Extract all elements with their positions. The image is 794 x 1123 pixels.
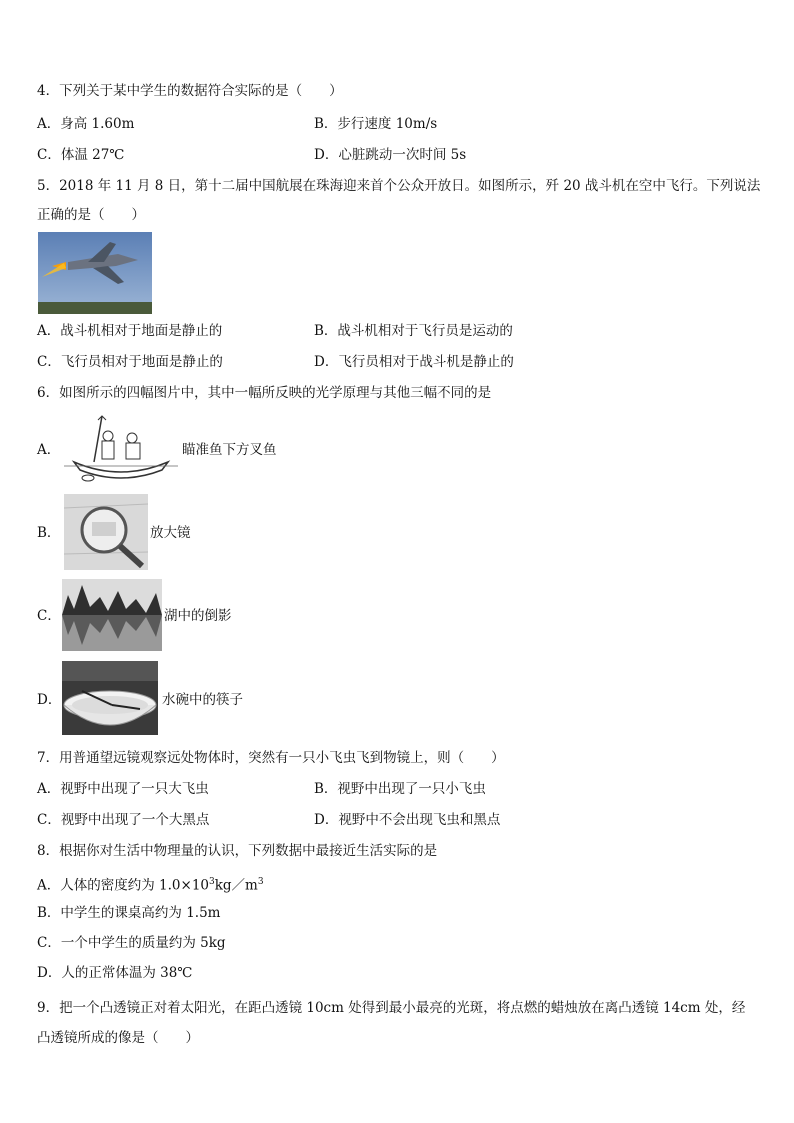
magnifier-image bbox=[64, 494, 148, 570]
q4-stem: 4．下列关于某中学生的数据符合实际的是（ ） bbox=[37, 83, 343, 99]
q5-stem-line1: 5．2018 年 11 月 8 日，第十二届中国航展在珠海迎来首个公众开放日。如图所示，歼 20 战斗机在空中飞行。下列说法 bbox=[37, 178, 761, 194]
q6-option-d-letter: D． bbox=[37, 692, 62, 708]
q7-option-a: A．视野中出现了一只大飞虫 bbox=[37, 781, 209, 797]
q8-option-a-unit-exponent: 3 bbox=[257, 877, 264, 887]
q7-option-c: C．视野中出现了一个大黑点 bbox=[37, 812, 210, 828]
fighter-jet-image bbox=[38, 232, 152, 314]
q8-option-b: B．中学生的课桌高约为 1.5m bbox=[37, 905, 221, 921]
q6-stem: 6．如图所示的四幅图片中，其中一幅所反映的光学原理与其他三幅不同的是 bbox=[37, 385, 492, 401]
q5-option-c: C．飞行员相对于地面是静止的 bbox=[37, 354, 223, 370]
q5-stem-line2: 正确的是（ ） bbox=[37, 207, 145, 223]
q8-option-a-text: A．人体的密度约为 1.0×10 bbox=[37, 877, 209, 894]
q6-option-b-letter: B． bbox=[37, 525, 61, 541]
q6-option-c-caption: 湖中的倒影 bbox=[164, 608, 232, 624]
q4-option-d: D．心脏跳动一次时间 5s bbox=[314, 147, 467, 163]
q5-option-b: B．战斗机相对于飞行员是运动的 bbox=[314, 323, 513, 339]
q9-stem-line2: 凸透镜所成的像是（ ） bbox=[37, 1030, 199, 1046]
q8-option-a-exponent: 3 bbox=[209, 877, 215, 887]
q5-option-d: D．飞行员相对于战斗机是静止的 bbox=[314, 354, 514, 370]
q7-option-d: D．视野中不会出现飞虫和黑点 bbox=[314, 812, 501, 828]
q6-option-a-letter: A． bbox=[37, 442, 61, 458]
fishing-spear-image bbox=[64, 414, 178, 486]
q8-stem: 8．根据你对生活中物理量的认识，下列数据中最接近生活实际的是 bbox=[37, 843, 438, 859]
chopsticks-bowl-image bbox=[62, 661, 158, 735]
q7-option-b: B．视野中出现了一只小飞虫 bbox=[314, 781, 486, 797]
q8-option-d: D．人的正常体温为 38℃ bbox=[37, 965, 193, 981]
q7-stem: 7．用普通望远镜观察远处物体时，突然有一只小飞虫飞到物镜上，则（ ） bbox=[37, 750, 505, 766]
q6-option-c-letter: C． bbox=[37, 608, 61, 624]
q8-option-a-unit: kg／m bbox=[214, 877, 258, 894]
q6-option-a-caption: 瞄准鱼下方叉鱼 bbox=[182, 442, 277, 458]
q4-option-b: B．步行速度 10m/s bbox=[314, 116, 438, 132]
q8-option-c: C．一个中学生的质量约为 5kg bbox=[37, 935, 226, 951]
q8-option-a bbox=[37, 873, 264, 895]
q9-stem-line1: 9．把一个凸透镜正对着太阳光，在距凸透镜 10cm 处得到最小最亮的光斑，将点燃的蜡烛放在离凸透镜 14cm 处，经 bbox=[37, 1000, 746, 1016]
q6-option-d-caption: 水碗中的筷子 bbox=[162, 692, 243, 708]
q5-option-a: A．战斗机相对于地面是静止的 bbox=[37, 323, 223, 339]
q4-option-a: A．身高 1.60m bbox=[37, 116, 135, 132]
q4-option-c: C．体温 27℃ bbox=[37, 147, 125, 163]
q6-option-b-caption: 放大镜 bbox=[150, 525, 191, 541]
lake-reflection-image bbox=[62, 579, 162, 651]
